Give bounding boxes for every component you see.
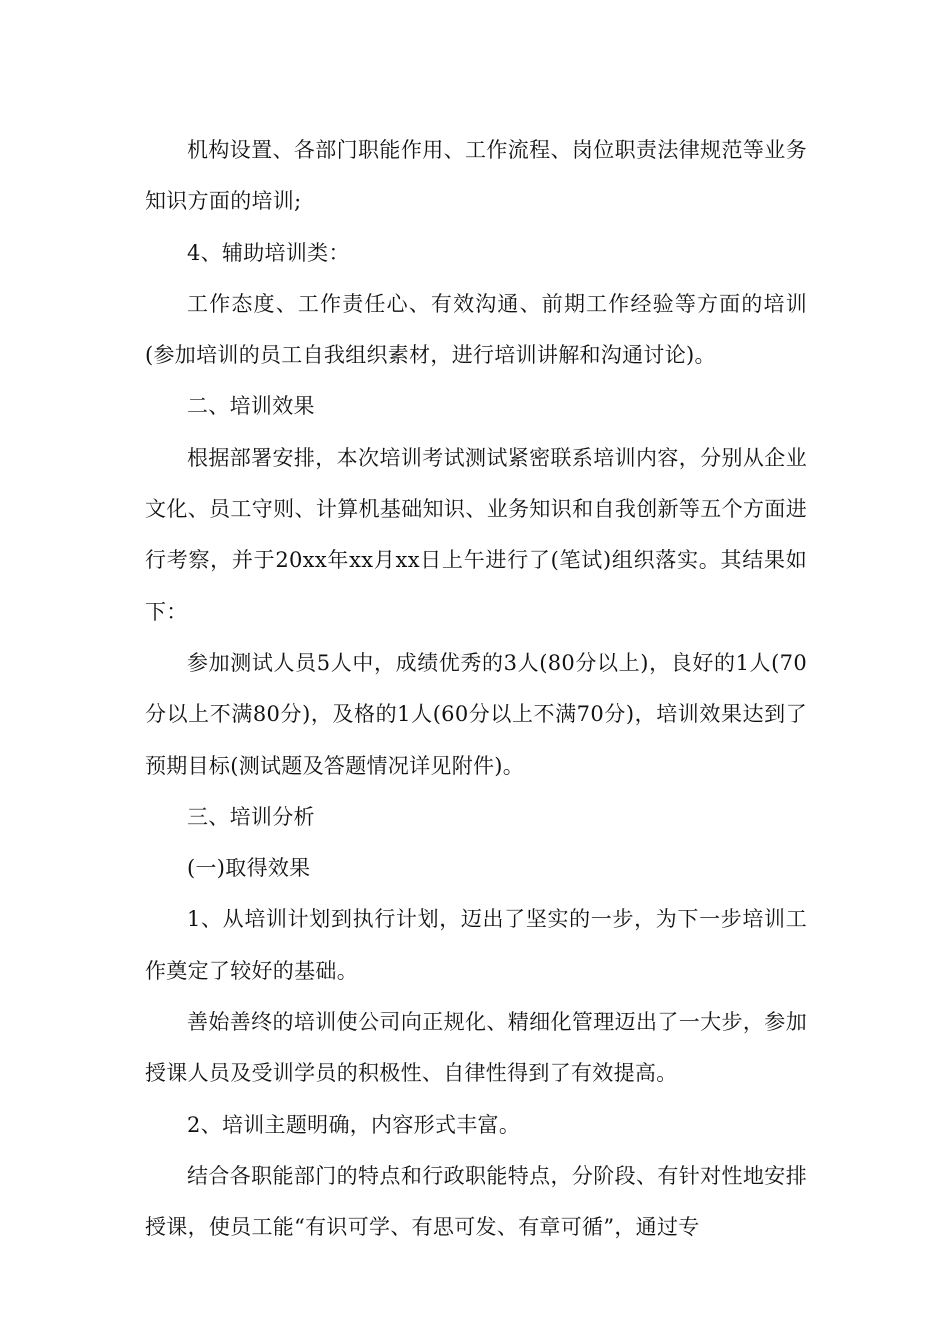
paragraph-auxiliary-heading: 4、辅助培训类： xyxy=(187,240,350,265)
paragraph-attitude-training: 工作态度、工作责任心、有效沟通、前期工作经验等方面的培训(参加培训的员工自我组织素材，进行培训讲解和沟通讨论)。 xyxy=(145,291,807,368)
paragraph-exam-arrangement: 根据部署安排，本次培训考试测试紧密联系培训内容，分别从企业文化、员工守则、计算机基础知识、业务知识和自我创新等五个方面进行考察，并于20xx年xx月xx日上午进行了(笔试)组织落实。其结果如下： xyxy=(145,445,807,624)
document-body xyxy=(145,125,807,1254)
paragraph-course-arrangement: 结合各职能部门的特点和行政职能特点，分阶段、有针对性地安排授课，使员工能“有识可学、有思可发、有章可循”，通过专 xyxy=(145,1163,807,1240)
paragraph-point-2: 2、培训主题明确，内容形式丰富。 xyxy=(187,1112,521,1137)
section-heading-training-analysis: 三、培训分析 xyxy=(187,804,315,829)
paragraph-standardization: 善始善终的培训使公司向正规化、精细化管理迈出了一大步，参加授课人员及受训学员的积极性、自律性得到了有效提高。 xyxy=(145,1010,807,1086)
section-heading-training-effect: 二、培训效果 xyxy=(187,394,315,419)
paragraph-exam-results: 参加测试人员5人中，成绩优秀的3人(80分以上)，良好的1人(70分以上不满80分)，及格的1人(60分以上不满70分)，培训效果达到了预期目标(测试题及答题情况详见附件)。 xyxy=(145,650,807,778)
paragraph-org-training: 机构设置、各部门职能作用、工作流程、岗位职责法律规范等业务知识方面的培训; xyxy=(145,138,807,214)
paragraph-point-1: 1、从培训计划到执行计划，迈出了坚实的一步，为下一步培训工作奠定了较好的基础。 xyxy=(145,907,807,983)
subheading-achieved-effects: (一)取得效果 xyxy=(187,856,311,881)
